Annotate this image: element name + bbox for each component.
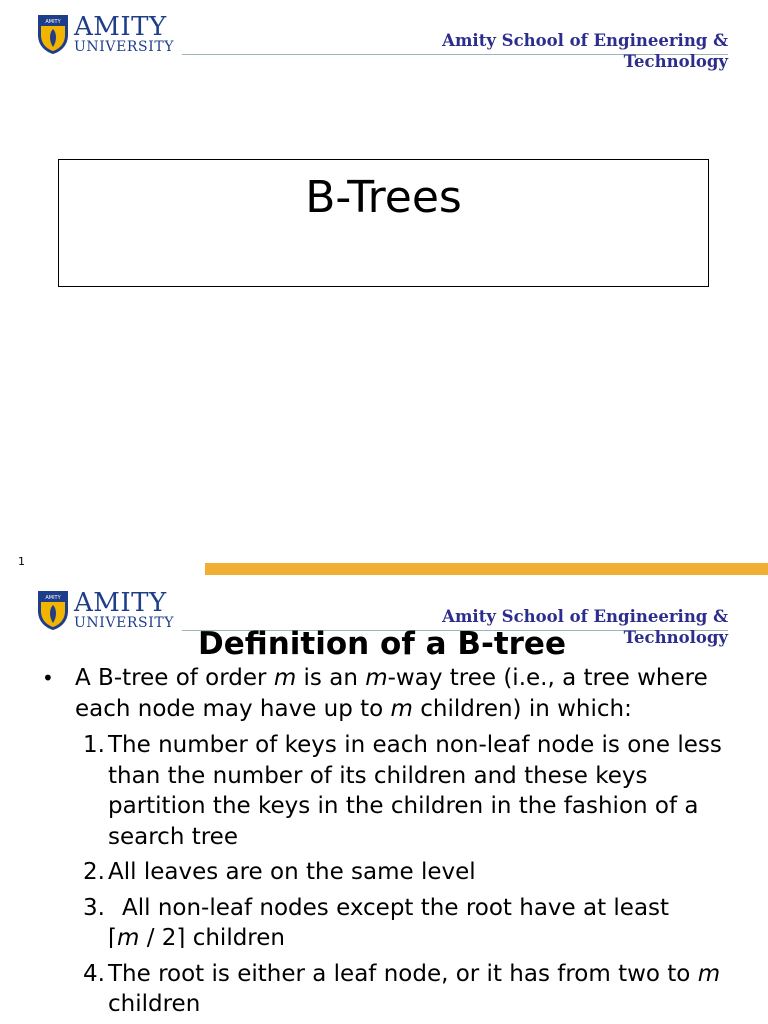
amity-logo	[36, 589, 174, 631]
slide-body	[42, 663, 732, 1024]
logo-subtitle: UNIVERSITY	[74, 39, 175, 55]
school-name: Amity School of Engineering & Technology	[442, 31, 728, 71]
logo-subtitle: UNIVERSITY	[74, 615, 175, 631]
bullet-text: A B-tree of order m is an m-way tree (i.e., a tree where each node may have up to m children) in which:	[75, 665, 708, 722]
svg-text:AMITY: AMITY	[45, 595, 61, 601]
slide-heading: Definition of a B-tree	[198, 626, 566, 662]
amity-crest-icon	[36, 13, 70, 55]
list-item: 1. The number of keys in each non-leaf node is one less than the number of its children and these keys partition the keys in the children in the fashion of a search tree	[83, 732, 722, 850]
list-item: 4. The root is either a leaf node, or it has from two to m children	[83, 960, 721, 1017]
svg-text:AMITY: AMITY	[45, 19, 61, 25]
logo-brand: AMITY	[74, 12, 167, 42]
bullet-item	[42, 663, 732, 724]
slide-title: B-Trees	[305, 172, 462, 223]
list-item: 2. All leaves are on the same level	[83, 859, 476, 885]
numbered-list	[83, 730, 732, 1020]
slide-number: 1	[18, 555, 25, 568]
list-item: 3. All non-leaf nodes except the root have at least ⌈m / 2⌉ children	[83, 894, 670, 951]
amity-crest-icon	[36, 589, 70, 631]
title-box	[58, 159, 709, 287]
amity-logo	[36, 13, 174, 55]
footer-bar	[205, 563, 768, 575]
school-name: Amity School of Engineering & Technology	[442, 607, 728, 647]
bullet-icon: •	[42, 666, 54, 690]
logo-brand: AMITY	[74, 588, 167, 618]
